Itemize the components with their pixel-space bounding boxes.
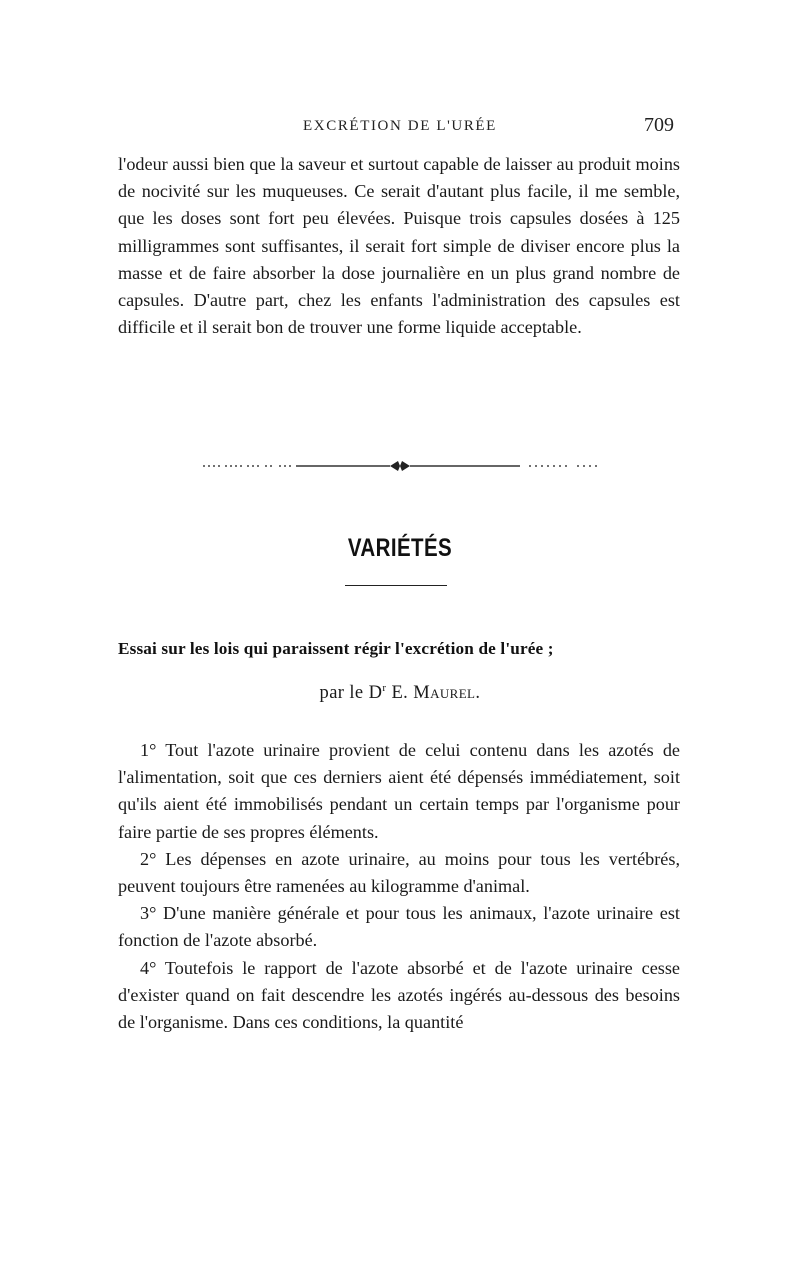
continued-text (118, 151, 680, 341)
ornamental-divider (200, 458, 600, 472)
numbered-paragraph: 2° Les dépenses en azote urinaire, au moins pour tous les vertébrés, peuvent toujours être ramenées au kilogramme d'animal. (118, 848, 680, 897)
paragraph: l'odeur aussi bien que la saveur et surtout capable de laisser au produit moins de nocivité sur les muqueuses. Ce serait d'autant plus facile, il me semble, que les doses sont fort peu élevées. Puisque trois capsules dosées à 125 milligrammes sont suffisantes, il serait fort simple de diviser encore plus la masse et de faire absorber la dose journalière en un plus grand nombre de capsules. D'autre part, chez les enfants l'administration des capsules est difficile et il serait bon de trouver une forme liquide acceptable. (118, 154, 680, 338)
heading-rule (345, 585, 447, 586)
byline (0, 683, 800, 704)
numbered-paragraph: 3° D'une manière générale et pour tous les animaux, l'azote urinaire est fonction de l'azote absorbé. (118, 903, 680, 951)
article-body (118, 737, 680, 1036)
byline-prefix: par le D (319, 683, 383, 703)
byline-initial: E. (391, 683, 409, 703)
section-heading: VARIÉTÉS (347, 534, 453, 562)
numbered-paragraph: 4° Toutefois le rapport de l'azote absorbé et de l'azote urinaire cesse d'exister quand on fait descendre les azotés ingérés au-dessous des besoins de l'organisme. Dans ces conditions, la quantité (118, 957, 680, 1033)
author-name: Maurel. (413, 683, 481, 703)
page-number: 709 (644, 114, 674, 136)
article-title: Essai sur les lois qui paraissent régir l'excrétion de l'urée ; (118, 639, 554, 658)
running-title: EXCRÉTION DE L'URÉE (303, 118, 497, 134)
byline-sup: r (382, 681, 387, 694)
numbered-paragraph: 1° Tout l'azote urinaire provient de celui contenu dans les azotés de l'alimentation, soit que ces derniers aient été dépensés immédiatement, soit qu'ils aient été immobilisés pendant un certain temps par l'organisme pour faire partie de ses propres éléments. (118, 740, 680, 842)
